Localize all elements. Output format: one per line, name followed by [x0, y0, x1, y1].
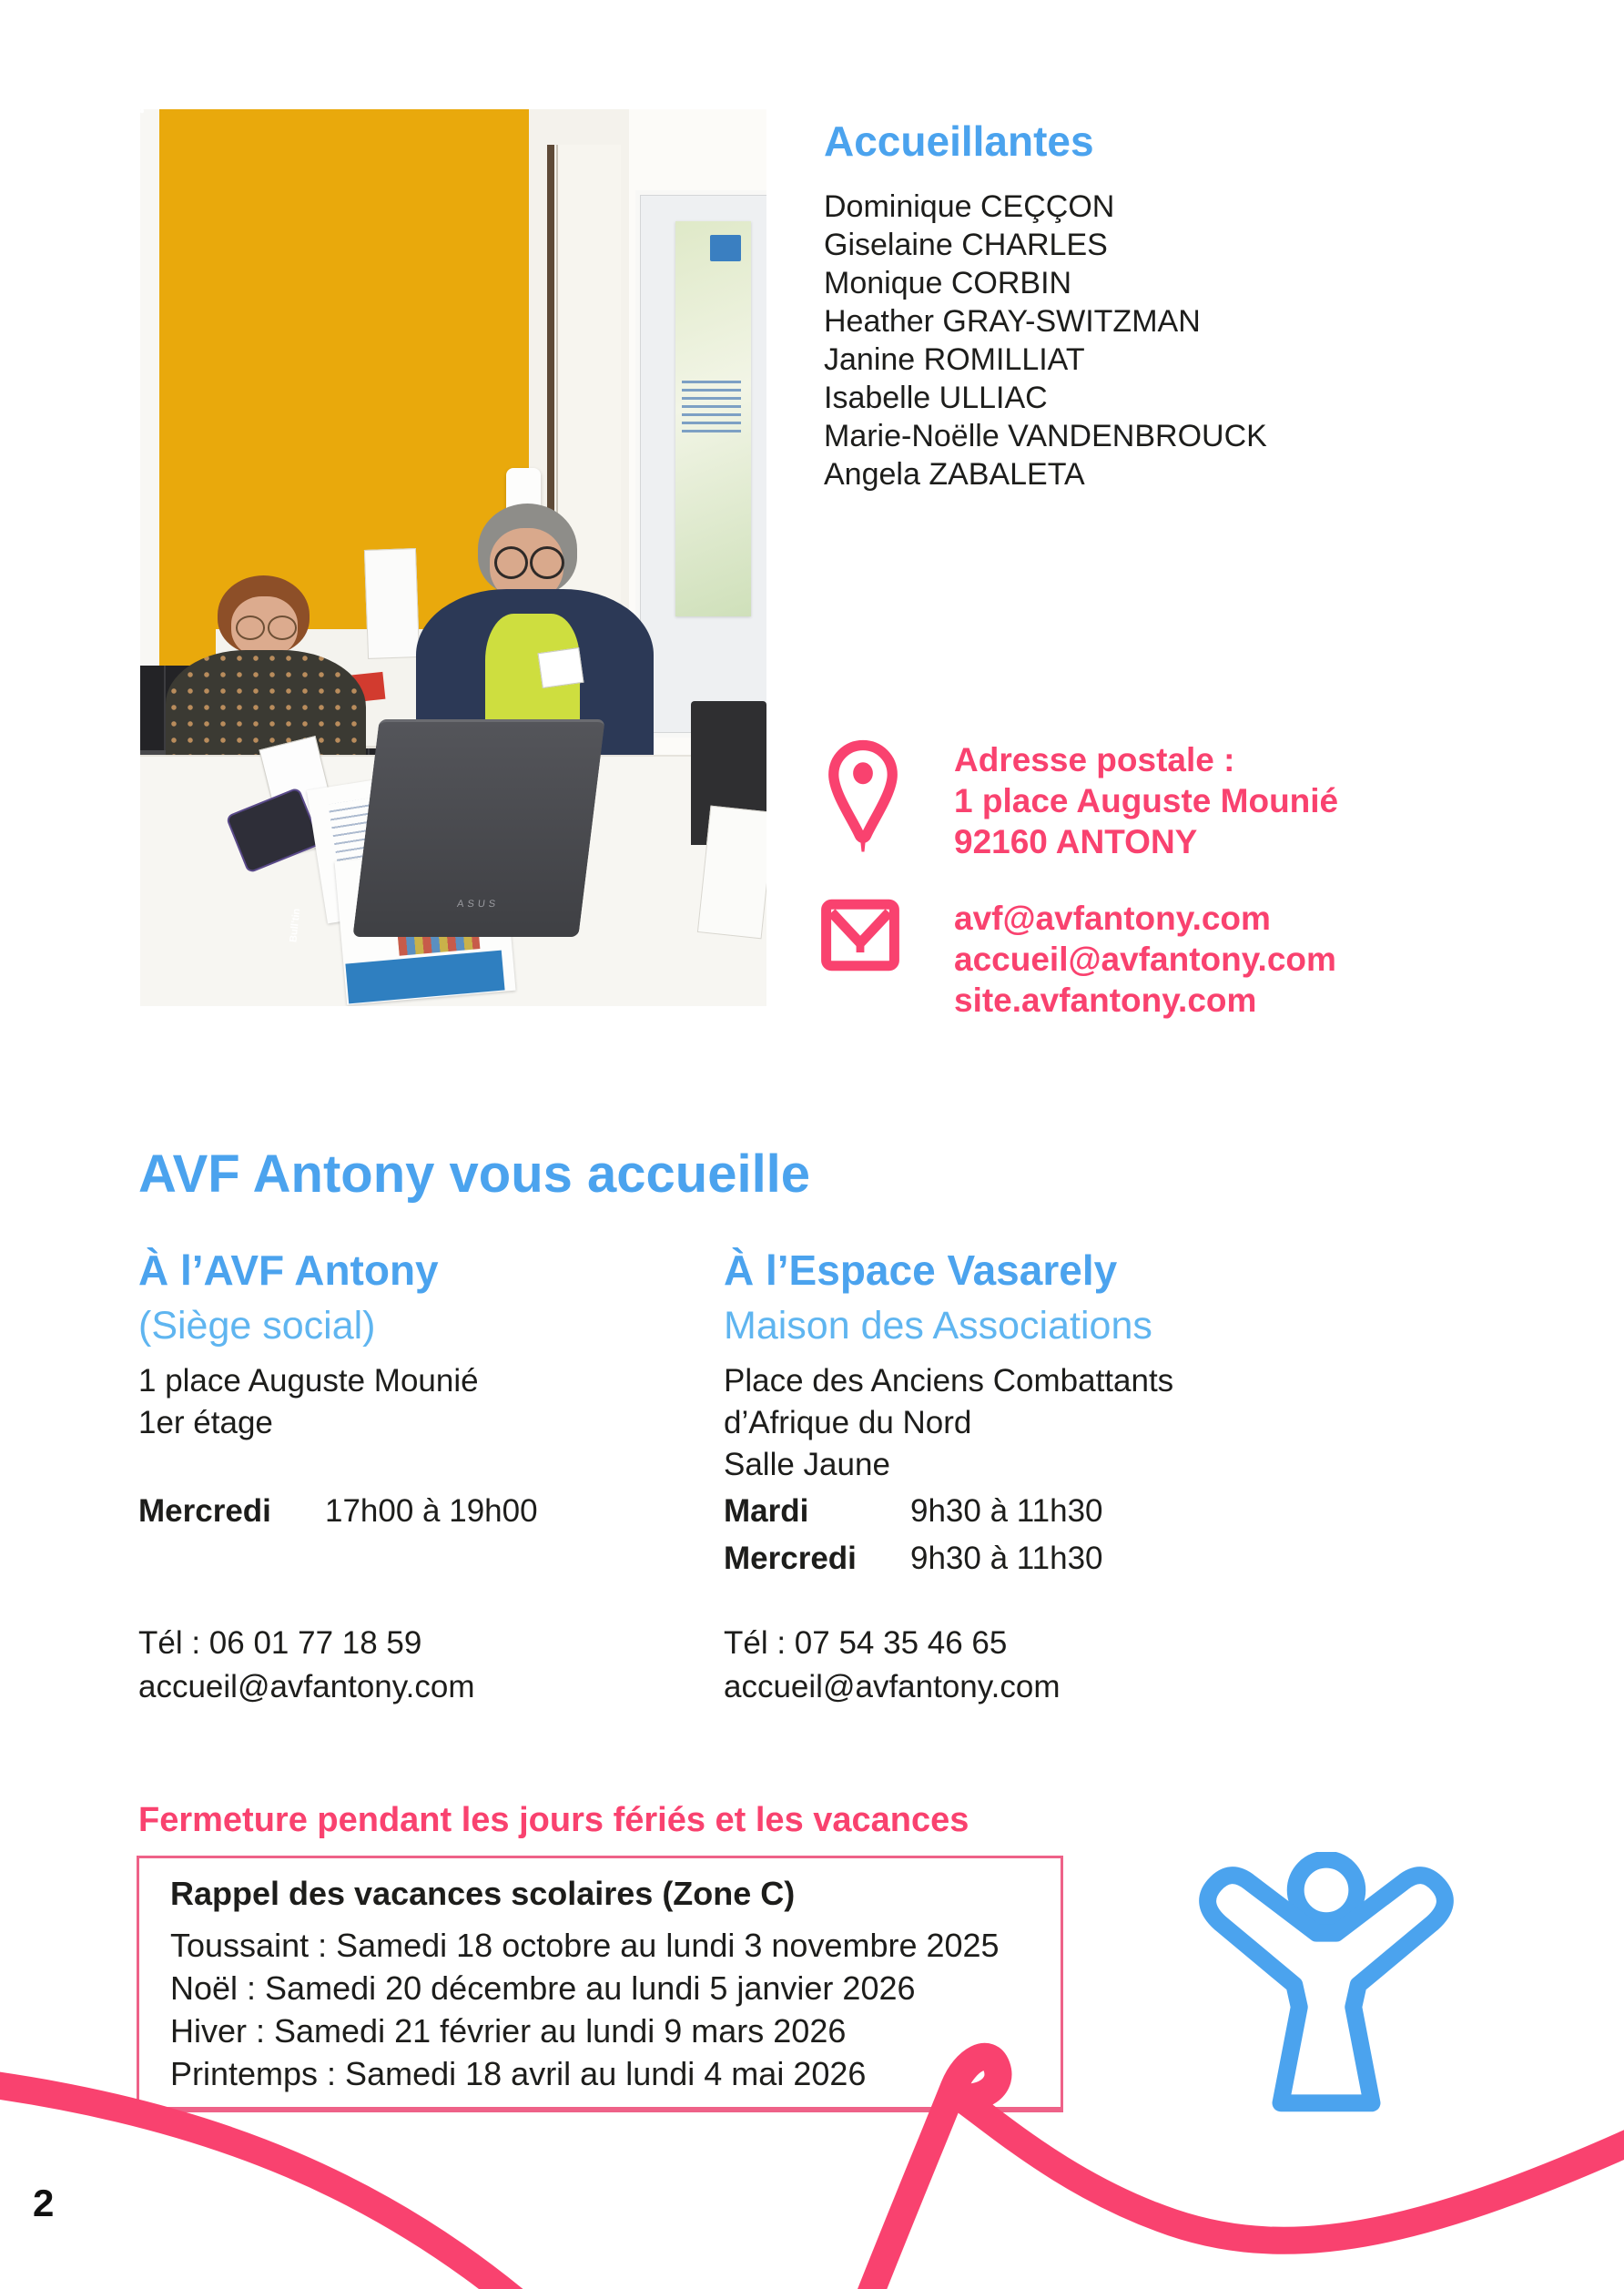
photo-poster-logo: [710, 235, 741, 262]
schedule-row: [724, 1493, 1103, 1530]
location-pin-icon: [822, 736, 904, 861]
accueillante-name: Janine ROMILLIAT: [824, 342, 1085, 377]
schedule-day: Mercredi: [138, 1493, 271, 1529]
email-block: [954, 898, 1336, 1021]
photo-name-badge: [537, 647, 584, 688]
location-espace-vasarely-phone: Tél : 07 54 35 46 65: [724, 1625, 1008, 1661]
closure-title: Fermeture pendant les jours fériés et les vacances: [138, 1801, 969, 1839]
postal-address-block: [954, 739, 1338, 862]
photo-poster-textblock: [682, 379, 741, 432]
accueillante-name: Giselaine CHARLES: [824, 228, 1108, 262]
schedule-time: 17h00 à 19h00: [325, 1493, 538, 1529]
schedule-time: 9h30 à 11h30: [910, 1493, 1103, 1529]
accueillante-name: Dominique CEÇÇON: [824, 189, 1115, 224]
location-avf-antony-address: [138, 1360, 479, 1444]
location-espace-vasarely-address: [724, 1360, 1173, 1486]
accueillantes-list: [824, 188, 1267, 493]
welcome-title: AVF Antony vous accueille: [138, 1144, 811, 1204]
accueillantes-title: Accueillantes: [824, 117, 1094, 165]
postal-address-title: Adresse postale :: [954, 741, 1235, 778]
email-line: avf@avfantony.com: [954, 900, 1271, 937]
address-line: 1 place Auguste Mounié: [138, 1363, 479, 1399]
location-avf-antony-phone: Tél : 06 01 77 18 59: [138, 1625, 422, 1661]
schedule-day: Mardi: [724, 1493, 809, 1529]
photo-person-right-glasses-2: [530, 546, 563, 579]
email-line: accueil@avfantony.com: [954, 941, 1336, 978]
address-line: d’Afrique du Nord: [724, 1405, 972, 1440]
accueillante-name: Monique CORBIN: [824, 266, 1072, 300]
address-line: Salle Jaune: [724, 1447, 890, 1482]
holiday-line: Noël : Samedi 20 décembre au lundi 5 janvier 2026: [170, 1969, 916, 2007]
schedule-day: Mercredi: [724, 1541, 857, 1576]
accueillante-name: Angela ZABALETA: [824, 457, 1085, 492]
accueillante-name: Heather GRAY-SWITZMAN: [824, 304, 1201, 339]
location-espace-vasarely-email: accueil@avfantony.com: [724, 1669, 1061, 1704]
holiday-line: Printemps : Samedi 18 avril au lundi 4 mai 2026: [170, 2055, 867, 2092]
postal-address-line: 92160 ANTONY: [954, 823, 1198, 860]
photo-person-left-glasses: [236, 615, 266, 640]
schedule-row: [138, 1493, 538, 1530]
school-holidays-box: [137, 1856, 1063, 2112]
accueillante-name: Isabelle ULLIAC: [824, 381, 1048, 415]
location-avf-antony-title: À l’AVF Antony: [138, 1246, 439, 1294]
schedule-time: 9h30 à 11h30: [910, 1541, 1103, 1576]
address-line: 1er étage: [138, 1405, 273, 1440]
school-holidays-list: [170, 1924, 1000, 2095]
holiday-line: Toussaint : Samedi 18 octobre au lundi 3 novembre 2025: [170, 1927, 1000, 1964]
photo-laptop-brand: ASUS: [456, 898, 501, 910]
accueillante-name: Marie-Noëlle VANDENBROUCK: [824, 419, 1267, 453]
location-espace-vasarely-title: À l’Espace Vasarely: [724, 1246, 1118, 1294]
location-avf-antony-email: accueil@avfantony.com: [138, 1669, 475, 1704]
postal-address-line: 1 place Auguste Mounié: [954, 782, 1339, 819]
photo-bulletin-spine-text: Bull’tin: [287, 908, 302, 943]
page-number: 2: [33, 2182, 55, 2224]
photo-printer-paper: [697, 806, 766, 940]
holiday-line: Hiver : Samedi 21 février au lundi 9 mars 2026: [170, 2012, 847, 2050]
schedule-row: [724, 1541, 1103, 1577]
location-avf-antony-subtitle: (Siège social): [138, 1304, 376, 1348]
school-holidays-title: Rappel des vacances scolaires (Zone C): [170, 1875, 796, 1912]
envelope-icon: [820, 898, 900, 972]
person-raised-arms-icon: [1172, 1852, 1480, 2118]
website-line: site.avfantony.com: [954, 982, 1257, 1019]
address-line: Place des Anciens Combattants: [724, 1363, 1174, 1399]
photo-person-left-glasses-2: [268, 615, 298, 640]
photo-flyer-stand: [364, 548, 420, 659]
reception-photo: [140, 109, 766, 1006]
location-espace-vasarely-subtitle: Maison des Associations: [724, 1304, 1152, 1348]
